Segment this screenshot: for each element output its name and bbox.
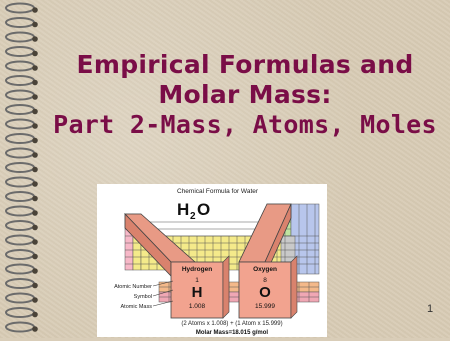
binding-hole [32, 210, 38, 216]
label-atomic-mass: Atomic Mass [120, 304, 152, 310]
binding-hole [32, 36, 38, 42]
binding-hole [32, 152, 38, 158]
calculation-text: (2 Atoms x 1.008) + (1 Atom x 15.999) [181, 321, 283, 327]
spiral-ring [6, 192, 34, 201]
binding-hole [32, 196, 38, 202]
binding-hole [32, 51, 38, 57]
spiral-ring [6, 62, 34, 71]
binding-hole [32, 80, 38, 86]
oxygen-number: 8 [263, 277, 267, 284]
spiral-ring [6, 18, 34, 27]
spiral-ring [6, 76, 34, 85]
binding-hole [32, 94, 38, 100]
oxygen-name: Oxygen [253, 266, 277, 273]
label-symbol: Symbol [133, 294, 152, 300]
spiral-ring [6, 91, 34, 100]
binding-hole [32, 326, 38, 332]
periodic-table-diagram [97, 184, 327, 337]
spiral-ring [6, 178, 34, 187]
figure-heading: Chemical Formula for Water [177, 188, 259, 195]
title-line-1: Empirical Formulas and [76, 50, 414, 79]
binding-hole [32, 181, 38, 187]
binding-hole [32, 22, 38, 28]
spiral-ring [6, 250, 34, 259]
formula-subscript: 2 [190, 211, 196, 222]
title-line-3: Part 2-Mass, Atoms, Moles [53, 110, 437, 139]
slide-number: 1 [426, 303, 434, 315]
binding-hole [32, 268, 38, 274]
binding-hole [32, 297, 38, 303]
hydrogen-symbol: H [191, 284, 203, 301]
binding-hole [32, 138, 38, 144]
spiral-ring [6, 120, 34, 129]
formula-o: O [197, 200, 211, 219]
title-line-2: Molar Mass: [158, 80, 332, 109]
binding-hole [32, 109, 38, 115]
spiral-ring [6, 4, 34, 13]
binding-hole [32, 225, 38, 231]
oxygen-symbol: O [259, 284, 271, 301]
spiral-ring [6, 33, 34, 42]
binding-hole [32, 65, 38, 71]
formula-h: H [177, 200, 190, 219]
label-atomic-number: Atomic Number [114, 284, 152, 290]
spiral-ring [6, 308, 34, 317]
oxygen-mass: 15.999 [255, 303, 275, 310]
binding-hole [32, 254, 38, 260]
spiral-ring [6, 236, 34, 245]
binding-hole [32, 239, 38, 245]
hydrogen-number: 1 [195, 277, 199, 284]
binding-hole [32, 167, 38, 173]
molar-mass-text: Molar Mass=18.015 g/mol [195, 330, 269, 336]
water-formula-figure [97, 184, 327, 337]
spiral-ring [6, 221, 34, 230]
spiral-ring [6, 105, 34, 114]
spiral-ring [6, 207, 34, 216]
hydrogen-name: Hydrogen [181, 266, 213, 273]
spiral-ring [6, 294, 34, 303]
spiral-ring [6, 134, 34, 143]
hydrogen-mass: 1.008 [188, 303, 206, 310]
binding-hole [32, 312, 38, 318]
slide-title [50, 50, 440, 140]
binding-hole [32, 7, 38, 13]
spiral-ring [6, 163, 34, 172]
binding-hole [32, 283, 38, 289]
spiral-ring [6, 47, 34, 56]
spiral-ring [6, 149, 34, 158]
spiral-ring [6, 279, 34, 288]
spiral-ring [6, 323, 34, 332]
binding-hole [32, 123, 38, 129]
spiral-ring [6, 265, 34, 274]
spiral-binding [2, 0, 42, 338]
